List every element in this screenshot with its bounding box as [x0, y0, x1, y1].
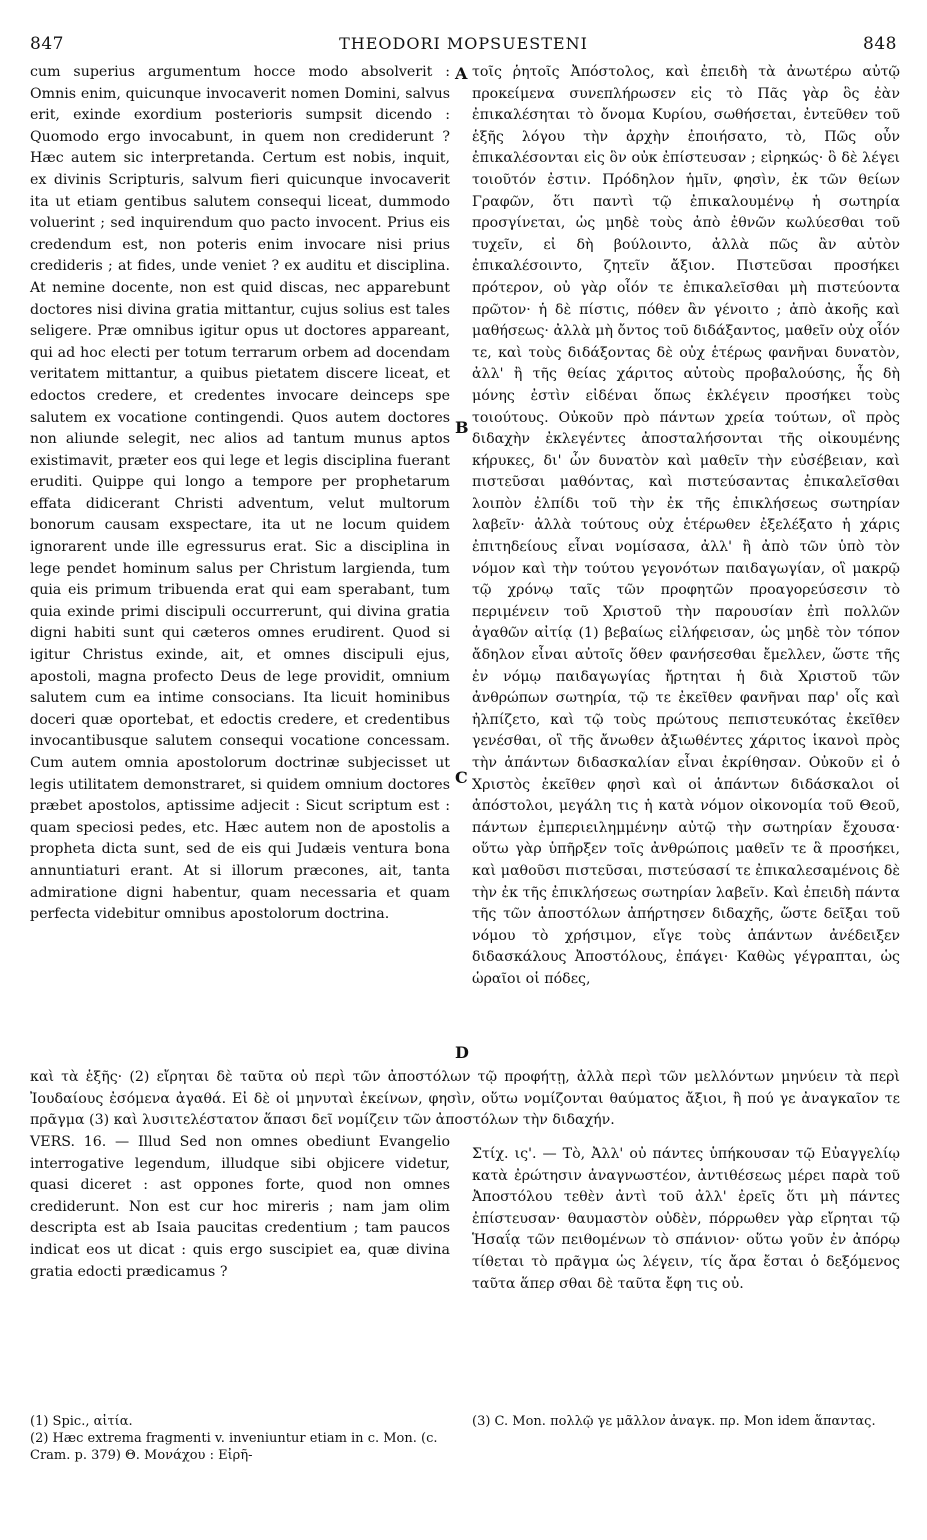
verse-16-greek — [472, 1144, 900, 1295]
full-width-greek: καὶ τὰ ἑξῆς· (2) εἴρηται δὲ ταῦτα οὐ περὶ τῶν ἀποστόλων τῷ προφήτῃ, ἀλλὰ περὶ τῶν μελλόντων μηνύειν τὰ περὶ Ἰουδαίους ἐσόμενα ἀγαθά. Εἰ δὲ οἱ μηνυταὶ ἐκείνων, φησὶν, οὕτω νομίζονται θαύματος ἄξιοι, ἢ πού γε ἀναγκαῖον τε πρᾶγμα (3) καὶ λυσιτελέστατον ἅπασι δεῖ νομίζειν τῶν ἀποστόλων τὴν διδαχήν. — [30, 1069, 900, 1129]
page-number-right: 848 — [863, 34, 897, 54]
verse-16-latin — [30, 1132, 450, 1283]
running-title: THEODORI MOPSUESTENI — [339, 34, 588, 53]
margin-letter-d: D — [455, 1043, 469, 1062]
latin-column — [30, 62, 450, 926]
margin-letter-b: B — [455, 418, 469, 437]
running-header — [30, 34, 897, 58]
footnote: (3) C. Mon. πολλῷ γε μᾶλλον ἀναγκ. πρ. Mon idem ἅπαντας. — [472, 1414, 876, 1429]
margin-letter-c: C — [455, 768, 468, 787]
greek-column — [472, 62, 900, 991]
margin-letter-a: A — [455, 64, 468, 83]
verse-16-latin-text: VERS. 16. — Illud Sed non omnes obediunt Evangelio interrogative legendum, illudque sibi objicere videtur, quasi diceret : ast oppones forte, quod non omnes crediderunt. Non est cur hoc mireris ; nam jam olim descripta est ab Isaia paucitas credentium ; tam paucos indicat eos ut dicat : quis ergo suscipiet ea, quæ divina gratia edocti prædicamus ? — [30, 1134, 450, 1280]
footnote: (2) Hæc extrema fragmenti v. inveniuntur etiam in c. Mon. (c. Cram. p. 379) Θ. Μονάχου : Εἰρῆ- — [30, 1431, 438, 1463]
footnote: (1) Spic., αἰτία. — [30, 1414, 133, 1429]
footnotes-right — [472, 1413, 900, 1430]
footnotes-left — [30, 1413, 450, 1464]
greek-text: τοῖς ῥητοῖς Ἀπόστολος, καὶ ἐπειδὴ τὰ ἀνωτέρω αὐτῷ προκείμενα συνεπλήρωσεν εἰς τὸ Πᾶς γὰρ ὃς ἐὰν ἐπικαλέσηται τὸ ὄνομα Κυρίου, σωθήσεται, ἐντεῦθεν τοῦ ἑξῆς λόγου τὴν ἀρχὴν ἐποιήσατο, τὸ, Πῶς οὖν ἐπικαλέσονται εἰς ὃν οὐκ ἐπίστευσαν ; εἰρηκώς· ὃ δὲ λέγει τοιοῦτόν ἐστιν. Πρόδηλον ἡμῖν, φησὶν, ἐκ τῶν θείων Γραφῶν, ὅτι παντὶ τῷ ἐπικαλουμένῳ ἡ σωτηρία προσγίνεται, ὡς μηδὲ τοὺς ἀπὸ ἐθνῶν κωλύεσθαι τοῦ τυχεῖν, εἰ δὴ βούλοιντο, ἀλλὰ πῶς ἂν αὐτὸν ἐπικαλέσοιντο, ζητεῖν ἄξιον. Πιστεῦσαι προσήκει πρότερον, οὐ γὰρ οἷόν τε ἐπικαλεῖσθαι μὴ πιστεύοντα πρῶτον· ἡ δὲ πίστις, πόθεν ἂν γένοιτο ; ἀπὸ ἀκοῆς καὶ μαθήσεως· ἀλλὰ μὴ ὄντος τοῦ διδάξαντος, μαθεῖν οὐχ οἷόν τε, καὶ τοὺς διδάξοντας δὲ οὐχ ἑτέρως φανῆναι δυνατὸν, ἀλλ' ἢ τῆς θείας χάριτος αὐτοὺς προβαλούσης, ἧς δὴ μόνης ἐστὶν εἰδέναι ὅπως ἐκλέγειν προσήκει τοὺς τοιούτους. Οὐκοῦν πρὸ πάντων χρεία τούτων, οἳ πρὸς διδαχὴν ἐκλεγέντες ἀποσταλήσονται τῆς οἰκουμένης κήρυκες, δι' ὧν δυνατὸν καὶ μαθεῖν τὴν εὐσέβειαν, καὶ πιστεῦσαι μαθόντας, καὶ πιστεύσαντας ἐπικαλεῖσθαι λοιπὸν ἐλπίδι τοῦ τὴν ἐκ τῆς ἐπικλήσεως σωτηρίαν λαβεῖν· ἀλλὰ τούτους οὐχ ἑτέρωθεν ἐξελέξατο ἡ χάρις ἐπιτηδείους εἶναι νομίσασα, ἀλλ' ἢ ἀπὸ τῶν ὑπὸ τὸν νόμον καὶ τὴν τούτου γεγονότων παιδαγωγίαν, οἳ μακρῷ τῷ χρόνῳ ταῖς τῶν προφητῶν προαγορεύσεσιν τὸ περιμένειν τοῦ Χριστοῦ τὴν παρουσίαν ἐπὶ πολλῶν ἀγαθῶν αἰτίᾳ (1) βεβαίως εἰλήφεισαν, ὡς μηδὲ τὸν τόπον ἄδηλον εἶναι αὐτοῖς ὅθεν φανήσεσθαι ἔμελλεν, ὥστε τῆς ἐν νόμῳ παιδαγωγίας ἤρτηται ἡ διὰ Χριστοῦ τῶν ἀνθρώπων σωτηρία, τῷ τε ἐκεῖθεν φανῆναι παρ' οἷς καὶ ἠλπίζετο, καὶ τῷ τοὺς πρώτους πεπιστευκότας ἐκεῖθεν γενέσθαι, οἳ τῆς ἄνωθεν ἀξιωθέντες χάριτος ἱκανοὶ πρὸς τὴν ἁπάντων διδασκαλίαν εἶναι ἐκρίθησαν. Οὐκοῦν εἰ ὁ Χριστὸς ἐκεῖθεν φησὶ καὶ οἱ ἁπάντων διδάσκαλοι οἱ ἀπόστολοι, μεγάλη τις ἡ κατὰ νόμον οἰκονομία τοῦ Θεοῦ, πάντων ἐμπεριειλημμένην αὐτῷ τὴν σωτηρίαν ἔχουσα· οὕτω γὰρ ὑπῆρξεν τοῖς ἀνθρώποις μαθεῖν τε ἃ προσήκει, καὶ μαθοῦσι πιστεῦσαι, πιστεύσασί τε ἐπικαλεσαμένοις δὲ τὴν ἐκ τῆς ἐπικλήσεως σωτηρίαν λαβεῖν. Καὶ ἐπειδὴ πάντα τῆς τῶν ἀποστόλων ἀπήρτησεν διδαχῆς, ὥστε δεῖξαι τοῦ νόμου τὸ χρήσιμον, εἴγε τοὺς ἁπάντων ἀνέδειξεν διδασκάλους Ἀποστόλους, ἐπάγει· Καθὼς γέγραπται, ὡς ὡραῖοι οἱ πόδες, — [472, 64, 900, 987]
latin-text: cum superius argumentum hocce modo absolverit : Omnis enim, quicunque invocaverit nomen Domini, salvus erit, exinde exordium posterioris sumpsit dicendo : Quomodo ergo invocabunt, in quem non crediderunt ? Hæc autem sic interpretanda. Certum est nobis, inquit, ex divinis Scripturis, salvum fieri quicunque invocaverit ita ut etiam gentibus salutem consequi liceat, dummodo voluerint ; sed inquirendum quo pacto invocent. Prius eis credendum est, non poteris enim invocare nisi prius credideris ; at fides, unde veniet ? ex auditu et disciplina. At nemine docente, non est quid discas, nec apparebunt doctores nisi divina gratia mittantur, cujus solius est tales seligere. Præ omnibus igitur opus ut doctores appareant, qui ad hoc electi per totum terrarum orbem ad docendam veritatem mittantur, a quibus pietatem discere liceat, et edoctos credere, et credentes invocare deinceps spe salutem ex vocatione contingendi. Quos autem doctores non aliunde selegit, nec alios ad tantum munus aptos existimavit, præter eos qui lege et legis disciplina fuerant eruditi. Quippe qui longo a tempore per prophetarum effata didicerant Christi adventum, velut multorum bonorum causam exspectare, ita ut ne locum quidem ignorarent unde ille egressurus erat. Sic a disciplina in lege pendet hominum salus per Christum largienda, tum quia eis primum tribuenda erat qui eam sperabant, tum quia exinde primi discipuli occurrerunt, qui divina gratia digni habiti sunt qui cæteros omnes erudirent. Quod si igitur Christus exinde, ait, et omnes discipuli ejus, apostoli, magna profecto Deus de lege providit, omnium salutem cum ea intime consocians. Ita licuit hominibus doceri quæ oportebat, et edoctis credere, et credentibus invocantibusque salutem consequi vocatione concessam. Cum autem omnia apostolorum doctrinæ subjecisset ut legis utilitatem demonstraret, si quidem omnium doctores præbet apostolos, aptissime adjecit : Sicut scriptum est : quam speciosi pedes, etc. Hæc autem non de apostolis a propheta dicta sunt, sed de eis qui Judæis ventura bona annuntiaturi erant. At si illorum præcones, ait, tanta admiratione digni habentur, quam necessaria et quam perfecta videbitur omnibus apostolorum doctrina. — [30, 64, 450, 923]
verse-16-greek-text: Στίχ. ις'. — Τὸ, Ἀλλ' οὐ πάντες ὑπήκουσαν τῷ Εὐαγγελίῳ κατὰ ἐρώτησιν ἀναγνωστέον, ἀντιθέσεως μέρει παρὰ τοῦ Ἀποστόλου τεθὲν ἀντὶ τοῦ ἀλλ' ἐρεῖς ὅτι μὴ πάντες ἐπίστευσαν· θαυμαστὸν οὐδὲν, πόρρωθεν γὰρ εἴρηται τῷ Ἡσαΐᾳ τῶν πειθομένων τὸ σπάνιον· οὕτω γοῦν ἐν ἀπόρῳ τίθεται τὸ πρᾶγμα ὡς λέγειν, τίς ἄρα ἔσται ὁ δεξόμενος ταῦτα ἅπερ σθαι δὲ ταῦτα ἔφη τις οὐ. — [472, 1146, 900, 1292]
page-number-left: 847 — [30, 34, 64, 54]
